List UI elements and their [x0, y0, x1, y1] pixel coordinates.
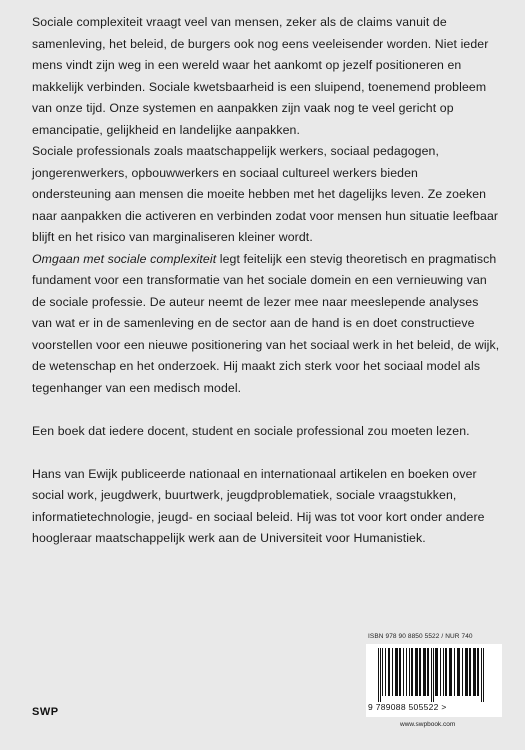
barcode-bar — [473, 648, 476, 696]
isbn-label: ISBN 978 90 8850 5522 / NUR 740 — [368, 633, 473, 640]
barcode-bar — [419, 648, 421, 696]
barcode-bar — [423, 648, 426, 696]
barcode-bar — [392, 648, 393, 696]
barcode-bar — [440, 648, 441, 696]
barcode-bar — [483, 648, 484, 702]
publisher-website: www.swpbook.com — [400, 721, 456, 728]
barcode-bar — [431, 648, 432, 702]
barcode-bar — [409, 648, 410, 696]
barcode-bar — [435, 648, 438, 696]
barcode-bar — [388, 648, 390, 696]
book-title-italic: Omgaan met sociale complexiteit — [32, 251, 217, 266]
barcode-bar — [445, 648, 447, 696]
barcode-bar — [449, 648, 452, 696]
barcode-bar — [395, 648, 398, 696]
publisher-logo: SWP — [32, 706, 59, 718]
barcode-bar — [378, 648, 379, 702]
barcode-bar — [477, 648, 479, 696]
barcode-bar — [481, 648, 482, 702]
barcode-bar — [462, 648, 463, 696]
paragraph-book-summary — [32, 249, 500, 400]
barcode-bar — [415, 648, 418, 696]
paragraph-author-bio: Hans van Ewijk publiceerde nationaal en internationaal artikelen en boeken over social work, jeugdwerk, buurtwerk, jeugdproblematiek, sociale vraagstukken, informatietechnologie, jeugd- en sociaal beleid. Hij was tot voor kort onder andere hoogleraar maatschappelijk werk aan de Universiteit voor Humanistiek. — [32, 466, 485, 545]
barcode — [366, 644, 502, 717]
barcode-bar — [427, 648, 429, 696]
barcode-bar — [454, 648, 455, 696]
barcode-bar — [443, 648, 444, 696]
barcode-bar — [382, 648, 383, 696]
barcode-bar — [385, 648, 386, 696]
barcode-bar — [411, 648, 413, 696]
barcode-bar — [469, 648, 471, 696]
barcode-area — [366, 633, 506, 733]
barcode-bar — [406, 648, 407, 696]
barcode-bar — [465, 648, 468, 696]
barcode-bar — [433, 648, 434, 702]
barcode-digits: 9 789088 505522 > — [368, 702, 447, 712]
paragraph-recommendation: Een boek dat iedere docent, student en sociale professional zou moeten lezen. — [32, 423, 470, 438]
barcode-bars — [372, 648, 496, 702]
paragraph-professionals: Sociale professionals zoals maatschappelijk werkers, sociaal pedagogen, jongerenwerkers, opbouwwerkers en sociaal cultureel werkers bieden ondersteuning aan mensen die moeite hebben met het dagelijks leven. Ze zoeken naar aanpakken die activeren en verbinden zodat voor mensen hun situatie leefbaar blijft en het risico van marginaliseren kleiner wordt. — [32, 144, 499, 244]
blurb-text — [32, 12, 500, 550]
barcode-bar — [457, 648, 460, 696]
paragraph-intro: Sociale complexiteit vraagt veel van mensen, zeker als de claims vanuit de samenleving, het beleid, de burgers ook nog eens veeleisender worden. Niet ieder mens vindt zijn weg in een wereld waar het aankomt op jezelf positioneren en makkelijk verbinden. Sociale kwetsbaarheid is een sluipend, toenemend probleem van onze tijd. Onze systemen en aanpakken zijn vaak nog te veel gericht op emancipatie, gelijkheid en landelijke aanpakken. — [32, 15, 489, 137]
barcode-bar — [399, 648, 401, 696]
barcode-bar — [403, 648, 404, 696]
book-summary-text: legt feitelijk een stevig theoretisch en pragmatisch fundament voor een transformatie van het sociale domein en een vernieuwing van de sociale professie. De auteur neemt de lezer mee naar meeslepende analyses van wat er in de samenleving en de sector aan de hand is en doet constructieve voorstellen voor een nieuwe positionering van het sociaal werk in het beleid, de wijk, de wetenschap en het onderzoek. Hij maakt zich sterk voor het sociaal model als tegenhanger van een medisch model. — [32, 251, 500, 395]
barcode-bar — [380, 648, 381, 702]
